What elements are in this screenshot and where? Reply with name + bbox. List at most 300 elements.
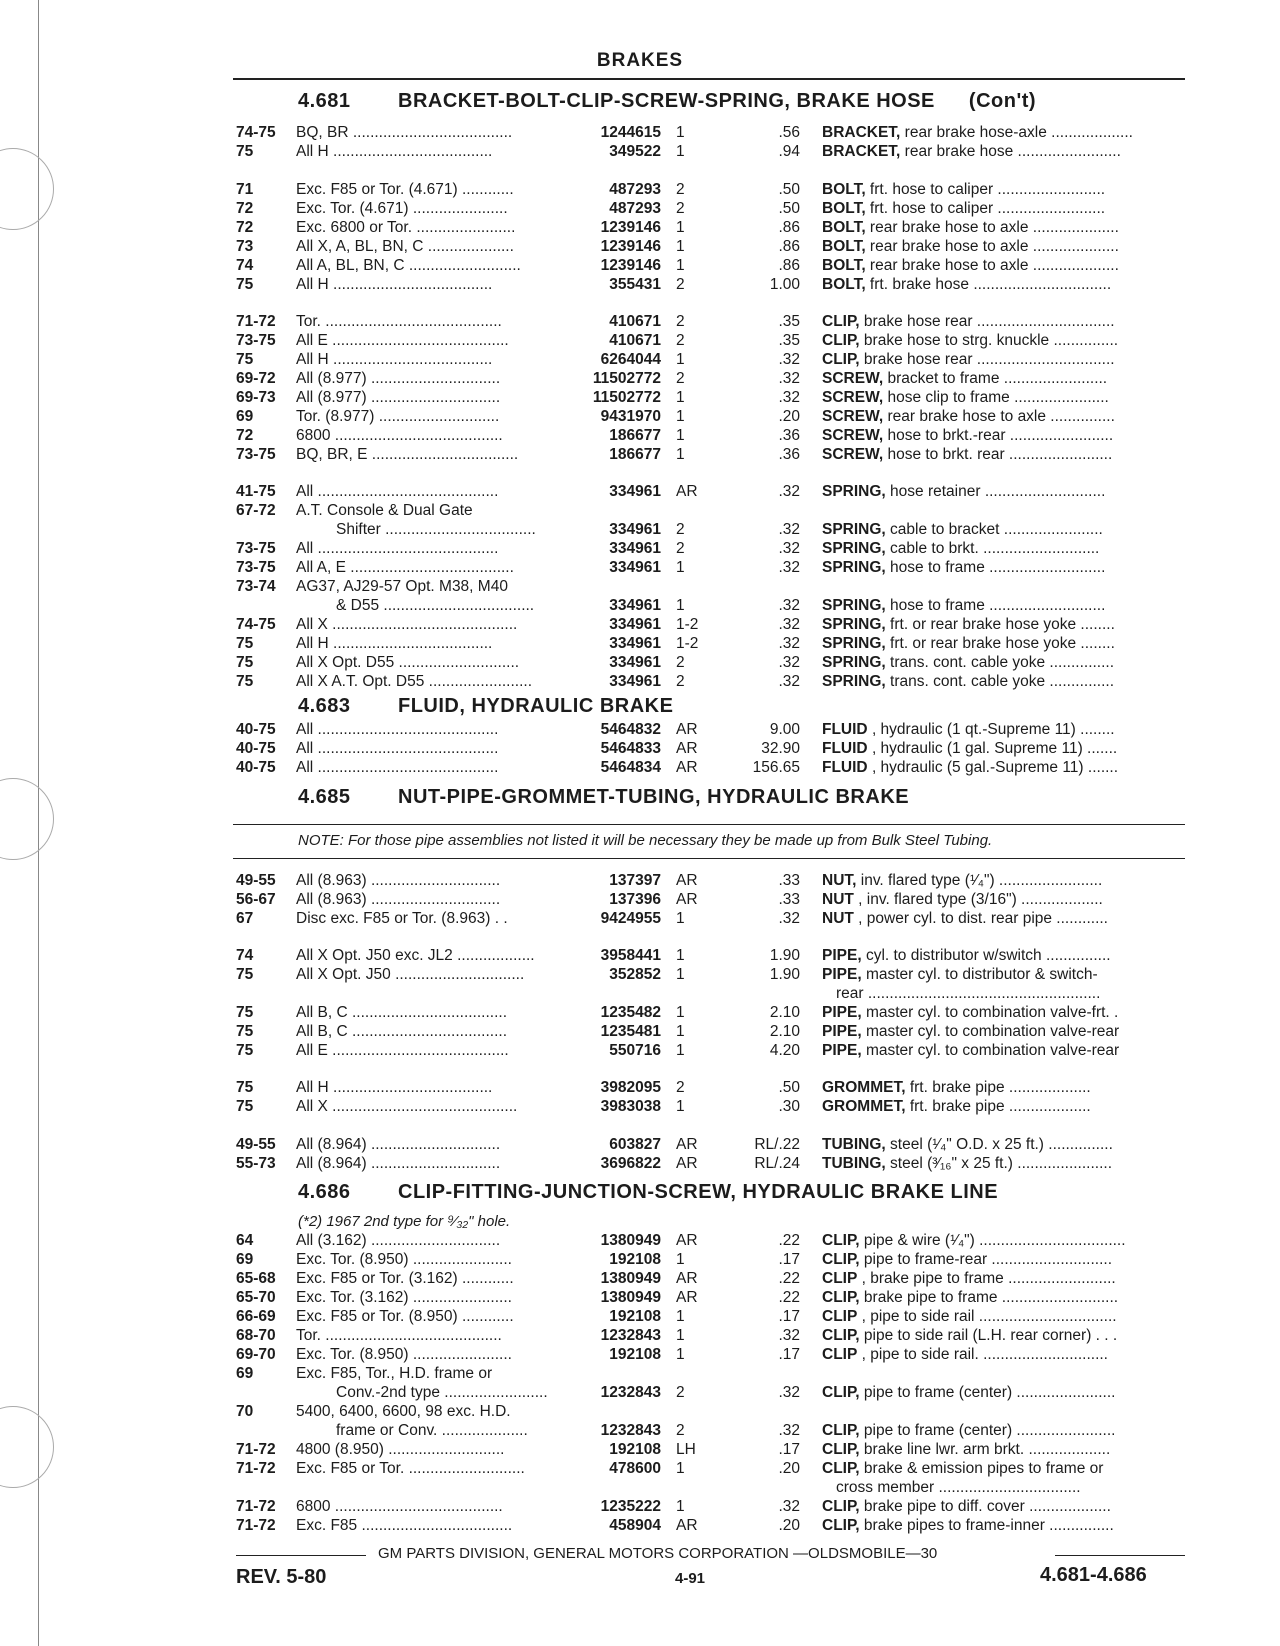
table-row <box>0 1042 1280 1061</box>
table-row <box>0 1308 1280 1327</box>
price: .50 <box>778 1079 800 1096</box>
part-description <box>822 370 1184 388</box>
part-description <box>822 559 1184 577</box>
table-row <box>0 1289 1280 1308</box>
section-number: 4.685 <box>298 786 351 808</box>
table-row <box>0 1403 1280 1422</box>
model-year: 69-73 <box>236 389 276 406</box>
table-row <box>0 578 1280 597</box>
table-row <box>0 408 1280 427</box>
part-detail: pipe to frame (center) ....................... <box>859 1384 1116 1401</box>
part-number: 487293 <box>609 200 661 217</box>
model-applicability: All (3.162) .............................. <box>296 1232 501 1249</box>
part-detail: steel (¹⁄₄" O.D. x 25 ft.) ............... <box>885 1136 1113 1153</box>
model-year: 64 <box>236 1232 254 1249</box>
part-detail: master cyl. to combination valve-rear <box>861 1023 1120 1040</box>
part-description <box>822 1251 1184 1269</box>
model-applicability: 5400, 6400, 6600, 98 exc. H.D. <box>296 1403 511 1420</box>
part-name: GROMMET, <box>822 1098 906 1115</box>
quantity: 2 <box>676 370 685 387</box>
model-applicability: All A, E ...................................... <box>296 559 514 576</box>
price: .32 <box>778 654 800 671</box>
part-number: 1239146 <box>600 238 661 255</box>
part-number: 410671 <box>609 332 661 349</box>
part-number: 458904 <box>609 1517 661 1534</box>
part-number: 1239146 <box>600 257 661 274</box>
part-name: CLIP, <box>822 1289 860 1306</box>
part-description <box>836 985 1184 1003</box>
quantity: 2 <box>676 1079 685 1096</box>
table-row <box>0 332 1280 351</box>
model-year: 75 <box>236 1098 254 1115</box>
model-applicability: All X Opt. D55 ............................ <box>296 654 520 671</box>
model-year: 49-55 <box>236 872 276 889</box>
table-row <box>0 559 1280 578</box>
part-name: SPRING, <box>822 483 886 500</box>
quantity: AR <box>676 872 698 889</box>
model-year: 75 <box>236 1042 254 1059</box>
model-applicability: Exc. F85 or Tor. (3.162) ............ <box>296 1270 514 1287</box>
quantity: 2 <box>676 332 685 349</box>
model-applicability: Exc. F85, Tor., H.D. frame or <box>296 1365 493 1382</box>
part-name: FLUID <box>822 721 868 738</box>
part-description <box>822 1042 1184 1060</box>
model-applicability: Exc. Tor. (4.671) ...................... <box>296 200 508 217</box>
quantity: 1 <box>676 1498 685 1515</box>
model-applicability: All (8.963) .............................. <box>296 891 501 908</box>
model-applicability: AG37, AJ29-57 Opt. M38, M40 <box>296 578 508 595</box>
part-name: CLIP <box>822 1346 858 1363</box>
table-row <box>0 1251 1280 1270</box>
part-detail: brake hose rear ................................ <box>859 351 1115 368</box>
model-year: 73 <box>236 238 254 255</box>
part-detail: rear brake hose to axle .................... <box>865 257 1119 274</box>
model-year: 75 <box>236 351 254 368</box>
part-name: CLIP <box>822 1308 858 1325</box>
table-row <box>0 635 1280 654</box>
part-name: CLIP, <box>822 313 860 330</box>
model-year: 71-72 <box>236 1498 276 1515</box>
part-description <box>822 1422 1184 1440</box>
part-name: CLIP, <box>822 1422 860 1439</box>
model-applicability: Exc. F85 or Tor. (4.671) ............ <box>296 181 514 198</box>
part-description <box>822 1270 1184 1288</box>
price: .32 <box>778 521 800 538</box>
table-row <box>0 219 1280 238</box>
quantity: 1-2 <box>676 616 699 633</box>
part-number: 186677 <box>609 427 661 444</box>
table-row <box>0 673 1280 692</box>
quantity: 1 <box>676 124 685 141</box>
table-row <box>0 257 1280 276</box>
model-applicability: Disc exc. F85 or Tor. (8.963) . . <box>296 910 508 927</box>
part-number: 1380949 <box>600 1289 661 1306</box>
part-description <box>822 521 1184 539</box>
part-description <box>822 427 1184 445</box>
table-row <box>0 1460 1280 1479</box>
part-description <box>822 891 1184 909</box>
price: 1.90 <box>769 966 800 983</box>
part-detail: hose clip to frame ...................... <box>883 389 1109 406</box>
price: 156.65 <box>752 759 800 776</box>
table-row <box>0 985 1280 1004</box>
model-applicability: All X A.T. Opt. D55 ........................ <box>296 673 533 690</box>
part-detail: hose retainer ............................ <box>885 483 1106 500</box>
part-detail: pipe to frame (center) ....................... <box>859 1422 1116 1439</box>
footer-rule-right <box>1055 1555 1185 1556</box>
part-detail: brake pipes to frame-inner ............... <box>859 1517 1114 1534</box>
part-number: 137397 <box>609 872 661 889</box>
price: .50 <box>778 181 800 198</box>
price: 32.90 <box>761 740 800 757</box>
model-year: 75 <box>236 654 254 671</box>
quantity: 2 <box>676 654 685 671</box>
part-detail: pipe to frame-rear ............................ <box>859 1251 1113 1268</box>
model-applicability: All H ..................................... <box>296 351 493 368</box>
price: .32 <box>778 1498 800 1515</box>
part-number: 1232843 <box>600 1384 661 1401</box>
revision-date: REV. 5-80 <box>236 1566 327 1588</box>
part-name: CLIP <box>822 1270 858 1287</box>
model-applicability: Tor. ......................................... <box>296 1327 502 1344</box>
part-number: 334961 <box>609 673 661 690</box>
part-description <box>822 1136 1184 1154</box>
section-note: NOTE: For those pipe assemblies not listed it will be necessary they be made up from Bulk Steel Tubing. <box>298 832 993 849</box>
model-applicability: All .......................................... <box>296 540 499 557</box>
table-row <box>0 616 1280 635</box>
model-year: 72 <box>236 219 254 236</box>
part-name: BOLT, <box>822 238 866 255</box>
part-name: SPRING, <box>822 540 886 557</box>
model-year: 75 <box>236 635 254 652</box>
part-number: 1380949 <box>600 1270 661 1287</box>
table-row <box>0 654 1280 673</box>
part-description <box>822 408 1184 426</box>
model-applicability: Exc. Tor. (8.950) ....................... <box>296 1346 512 1363</box>
part-number: 1235481 <box>600 1023 661 1040</box>
model-year: 72 <box>236 200 254 217</box>
table-row <box>0 1327 1280 1346</box>
part-name: SPRING, <box>822 635 886 652</box>
price: .32 <box>778 597 800 614</box>
model-applicability: Exc. F85 or Tor. (8.950) ............ <box>296 1308 514 1325</box>
model-year: 71-72 <box>236 1441 276 1458</box>
model-year: 40-75 <box>236 759 276 776</box>
part-number: 334961 <box>609 521 661 538</box>
page-title: BRAKES <box>596 50 684 71</box>
quantity: 2 <box>676 276 685 293</box>
model-year: 70 <box>236 1403 254 1420</box>
model-applicability: All (8.964) .............................. <box>296 1136 501 1153</box>
model-applicability: All (8.963) .............................. <box>296 872 501 889</box>
part-description <box>822 1384 1184 1402</box>
price: .32 <box>778 1327 800 1344</box>
part-detail: rear brake hose ........................ <box>900 143 1121 160</box>
model-applicability: frame or Conv. .................... <box>336 1422 528 1439</box>
model-year: 75 <box>236 143 254 160</box>
part-description <box>822 124 1184 142</box>
table-row <box>0 1136 1280 1155</box>
model-applicability: All B, C .................................... <box>296 1004 508 1021</box>
table-row <box>0 238 1280 257</box>
price: .32 <box>778 559 800 576</box>
part-name: PIPE, <box>822 947 862 964</box>
part-name: SCREW, <box>822 427 884 444</box>
quantity: 1 <box>676 966 685 983</box>
part-number: 3982095 <box>600 1079 661 1096</box>
model-applicability: All .......................................... <box>296 759 499 776</box>
table-row <box>0 502 1280 521</box>
quantity: 1 <box>676 219 685 236</box>
model-applicability: All B, C .................................... <box>296 1023 508 1040</box>
quantity: AR <box>676 483 698 500</box>
model-year: 69 <box>236 1251 254 1268</box>
part-description <box>822 238 1184 256</box>
model-applicability: All .......................................... <box>296 483 499 500</box>
quantity: LH <box>676 1441 696 1458</box>
part-detail: , brake pipe to frame ......................... <box>857 1270 1116 1287</box>
section-heading <box>298 695 673 718</box>
part-detail: brake & emission pipes to frame or <box>859 1460 1104 1477</box>
part-description <box>822 1308 1184 1326</box>
part-description <box>822 1079 1184 1097</box>
part-number: 1244615 <box>600 124 661 141</box>
section-continued: (Con't) <box>968 90 1037 112</box>
part-detail: brake line lwr. arm brkt. ................... <box>859 1441 1111 1458</box>
price: .35 <box>778 332 800 349</box>
quantity: 1 <box>676 1023 685 1040</box>
model-applicability: 4800 (8.950) ........................... <box>296 1441 505 1458</box>
section-heading <box>298 1181 998 1204</box>
section-heading <box>298 90 1036 113</box>
model-year: 74 <box>236 257 254 274</box>
model-year: 55-73 <box>236 1155 276 1172</box>
part-detail: rear brake hose-axle ................... <box>900 124 1133 141</box>
model-year: 73-75 <box>236 446 276 463</box>
table-row <box>0 124 1280 143</box>
part-number: 5464832 <box>600 721 661 738</box>
header-rule <box>233 78 1185 80</box>
part-detail: frt. hose to caliper ......................... <box>865 200 1106 217</box>
table-row <box>0 891 1280 910</box>
quantity: 1 <box>676 238 685 255</box>
part-name: CLIP, <box>822 1441 860 1458</box>
part-detail: frt. brake pipe ................... <box>905 1098 1091 1115</box>
model-applicability: 6800 ....................................... <box>296 427 503 444</box>
model-year: 73-75 <box>236 332 276 349</box>
price: .32 <box>778 910 800 927</box>
price: .32 <box>778 1384 800 1401</box>
model-applicability: All .......................................... <box>296 740 499 757</box>
part-name: BOLT, <box>822 181 866 198</box>
part-name: NUT <box>822 891 854 908</box>
table-row <box>0 721 1280 740</box>
part-name: SCREW, <box>822 446 884 463</box>
model-year: 71-72 <box>236 1460 276 1477</box>
part-name: PIPE, <box>822 1004 862 1021</box>
part-description <box>822 389 1184 407</box>
part-detail: master cyl. to combination valve-frt. . <box>861 1004 1119 1021</box>
part-detail: , hydraulic (1 gal. Supreme 11) ....... <box>867 740 1118 757</box>
quantity: 1-2 <box>676 635 699 652</box>
part-name: CLIP, <box>822 332 860 349</box>
quantity: 1 <box>676 1460 685 1477</box>
quantity: AR <box>676 759 698 776</box>
part-number: 550716 <box>609 1042 661 1059</box>
section-subnote: (*2) 1967 2nd type for ⁹⁄₃₂" hole. <box>298 1213 511 1230</box>
quantity: 2 <box>676 521 685 538</box>
model-year: 74-75 <box>236 616 276 633</box>
part-detail: brake pipe to diff. cover ................... <box>859 1498 1111 1515</box>
part-number: 410671 <box>609 313 661 330</box>
part-name: BRACKET, <box>822 143 901 160</box>
part-name: SCREW, <box>822 389 884 406</box>
table-row <box>0 1384 1280 1403</box>
model-year: 49-55 <box>236 1136 276 1153</box>
price: 1.00 <box>769 276 800 293</box>
part-description <box>822 654 1184 672</box>
model-applicability: All X, A, BL, BN, C .................... <box>296 238 514 255</box>
part-name: SCREW, <box>822 370 884 387</box>
model-applicability: All X ........................................... <box>296 1098 518 1115</box>
table-row <box>0 740 1280 759</box>
part-detail: cable to brkt. ........................... <box>885 540 1100 557</box>
part-number: 1235482 <box>600 1004 661 1021</box>
part-number: 6264044 <box>600 351 661 368</box>
section-title: BRACKET-BOLT-CLIP-SCREW-SPRING, BRAKE HOSE <box>398 90 935 112</box>
part-number: 349522 <box>609 143 661 160</box>
part-name: BOLT, <box>822 219 866 236</box>
price: .17 <box>778 1251 800 1268</box>
table-row <box>0 966 1280 985</box>
part-detail: , hydraulic (1 qt.-Supreme 11) ........ <box>867 721 1115 738</box>
price: .20 <box>778 408 800 425</box>
price: .36 <box>778 446 800 463</box>
price: .33 <box>778 872 800 889</box>
price: .32 <box>778 389 800 406</box>
price: .35 <box>778 313 800 330</box>
part-description <box>822 910 1184 928</box>
part-number: 192108 <box>609 1251 661 1268</box>
model-year: 66-69 <box>236 1308 276 1325</box>
part-number: 478600 <box>609 1460 661 1477</box>
price: .17 <box>778 1441 800 1458</box>
part-name: SPRING, <box>822 616 886 633</box>
model-year: 41-75 <box>236 483 276 500</box>
part-detail: cable to bracket ....................... <box>885 521 1103 538</box>
table-row <box>0 276 1280 295</box>
quantity: AR <box>676 1517 698 1534</box>
quantity: 2 <box>676 1384 685 1401</box>
table-row <box>0 1155 1280 1174</box>
part-name: SPRING, <box>822 521 886 538</box>
part-detail: , inv. flared type (3/16") ................... <box>853 891 1103 908</box>
price: 9.00 <box>769 721 800 738</box>
part-number: 11502772 <box>592 389 661 406</box>
part-description <box>822 616 1184 634</box>
quantity: 1 <box>676 947 685 964</box>
part-name: SPRING, <box>822 673 886 690</box>
quantity: AR <box>676 1155 698 1172</box>
price: .30 <box>778 1098 800 1115</box>
price: .32 <box>778 1422 800 1439</box>
part-number: 334961 <box>609 597 661 614</box>
model-year: 65-70 <box>236 1289 276 1306</box>
model-applicability: All E ......................................... <box>296 1042 509 1059</box>
part-name: BRACKET, <box>822 124 901 141</box>
quantity: 1 <box>676 1098 685 1115</box>
model-applicability: All (8.977) .............................. <box>296 370 501 387</box>
part-detail: hose to frame ........................... <box>885 597 1106 614</box>
part-name: FLUID <box>822 759 868 776</box>
part-detail: , pipe to side rail ................................ <box>857 1308 1117 1325</box>
model-applicability: 6800 ....................................... <box>296 1498 503 1515</box>
part-detail: rear brake hose to axle ............... <box>883 408 1115 425</box>
price: .32 <box>778 483 800 500</box>
price: .32 <box>778 616 800 633</box>
model-applicability: All E ......................................... <box>296 332 509 349</box>
part-name: SPRING, <box>822 654 886 671</box>
quantity: 1 <box>676 1327 685 1344</box>
price: 2.10 <box>769 1004 800 1021</box>
price: .32 <box>778 635 800 652</box>
quantity: AR <box>676 740 698 757</box>
model-applicability: All H ..................................... <box>296 143 493 160</box>
quantity: 1 <box>676 351 685 368</box>
table-row <box>0 370 1280 389</box>
part-description <box>822 143 1184 161</box>
part-description <box>822 1346 1184 1364</box>
quantity: 1 <box>676 427 685 444</box>
part-number: 1235222 <box>600 1498 661 1515</box>
part-number: 352852 <box>609 966 661 983</box>
part-description <box>822 276 1184 294</box>
part-description <box>822 1289 1184 1307</box>
price: .86 <box>778 257 800 274</box>
part-detail: bracket to frame ........................ <box>883 370 1108 387</box>
part-description <box>822 332 1184 350</box>
quantity: 1 <box>676 910 685 927</box>
table-row <box>0 1232 1280 1251</box>
section-range: 4.681-4.686 <box>1040 1564 1147 1586</box>
price: .22 <box>778 1270 800 1287</box>
part-number: 334961 <box>609 635 661 652</box>
part-detail: frt. or rear brake hose yoke ........ <box>885 616 1115 633</box>
part-name: NUT <box>822 910 854 927</box>
part-name: SCREW, <box>822 408 884 425</box>
part-detail: frt. or rear brake hose yoke ........ <box>885 635 1115 652</box>
part-description <box>822 1232 1184 1250</box>
price: RL/.24 <box>754 1155 800 1172</box>
part-name: CLIP, <box>822 1384 860 1401</box>
part-detail: brake hose rear ................................ <box>859 313 1115 330</box>
table-row <box>0 910 1280 929</box>
quantity: 1 <box>676 1004 685 1021</box>
model-year: 73-75 <box>236 540 276 557</box>
table-row <box>0 351 1280 370</box>
part-number: 192108 <box>609 1441 661 1458</box>
model-applicability: Tor. ......................................... <box>296 313 502 330</box>
part-description <box>822 1098 1184 1116</box>
part-number: 3696822 <box>600 1155 661 1172</box>
quantity: 1 <box>676 408 685 425</box>
part-description <box>822 1327 1184 1345</box>
part-description <box>822 219 1184 237</box>
part-detail: rear brake hose to axle .................... <box>865 219 1119 236</box>
model-year: 40-75 <box>236 740 276 757</box>
table-row <box>0 143 1280 162</box>
price: .86 <box>778 219 800 236</box>
